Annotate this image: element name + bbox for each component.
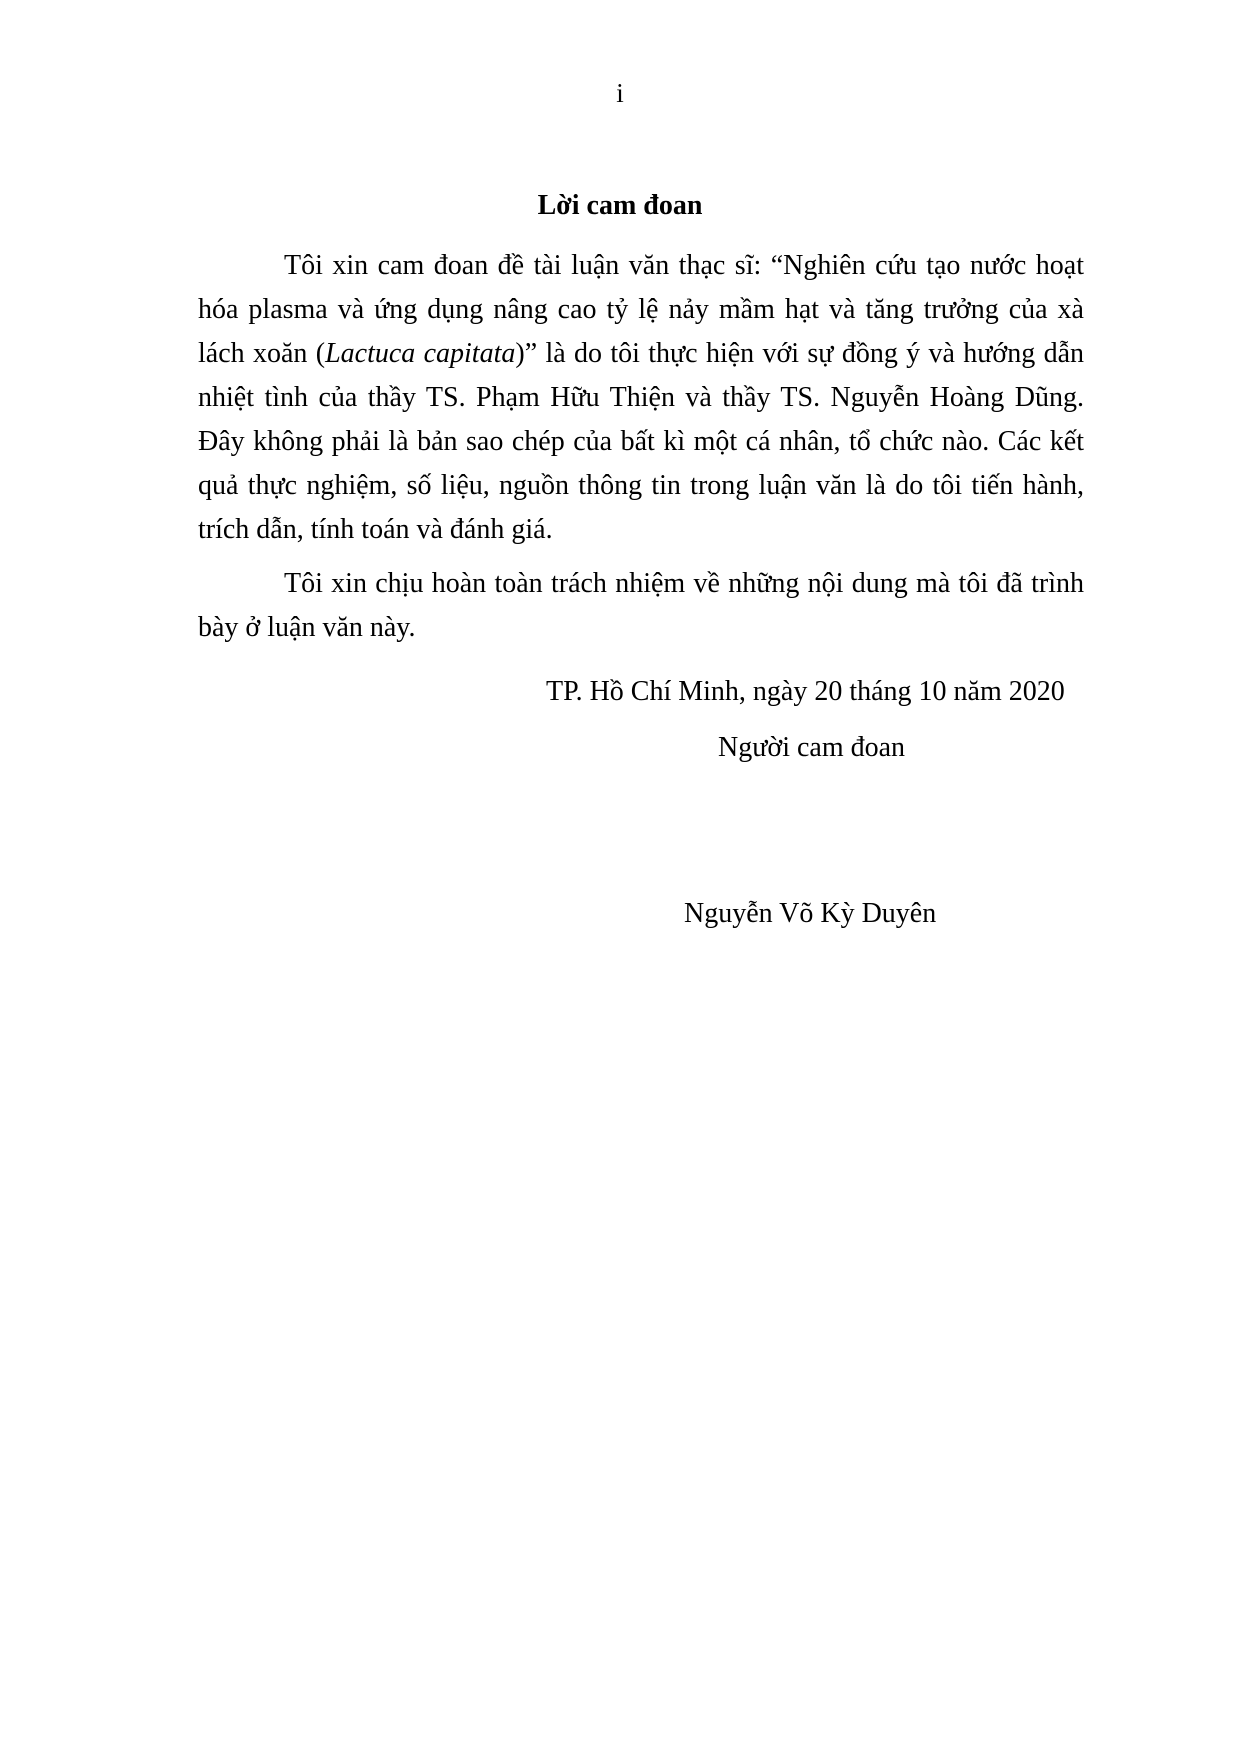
species-name: Lactuca capitata <box>325 338 516 369</box>
declaration-body <box>198 244 1084 650</box>
declaration-paragraph-1 <box>198 244 1084 552</box>
paragraph-1-text-start: Tôi xin cam đoan đề tài luận văn thạc sĩ: “Nghiên cứu tạo nước hoạt hóa plasma và ứng dụng nâng cao tỷ lệ nảy mầm hạt và tăng trưởng của xà lách xoăn ( <box>198 250 1084 369</box>
paragraph-1-text-end: )” là do tôi thực hiện với sự đồng ý và hướng dẫn nhiệt tình của thầy TS. Phạm Hữu Thiện và thầy TS. Nguyễn Hoàng Dũng. Đây không phải là bản sao chép của bất kì một cá nhân, tổ chức nào. Các kết quả thực nghiệm, số liệu, nguồn thông tin trong luận văn là do tôi tiến hành, trích dẫn, tính toán và đánh giá. <box>198 338 1084 545</box>
declaration-paragraph-2: Tôi xin chịu hoàn toàn trách nhiệm về những nội dung mà tôi đã trình bày ở luận văn này. <box>198 568 1084 643</box>
page-number: i <box>616 78 624 108</box>
signer-name: Nguyễn Võ Kỳ Duyên <box>684 898 937 929</box>
signer-role: Người cam đoan <box>718 732 906 763</box>
document-title: Lời cam đoan <box>537 190 703 221</box>
place-and-date: TP. Hồ Chí Minh, ngày 20 tháng 10 năm 2020 <box>546 676 1065 707</box>
